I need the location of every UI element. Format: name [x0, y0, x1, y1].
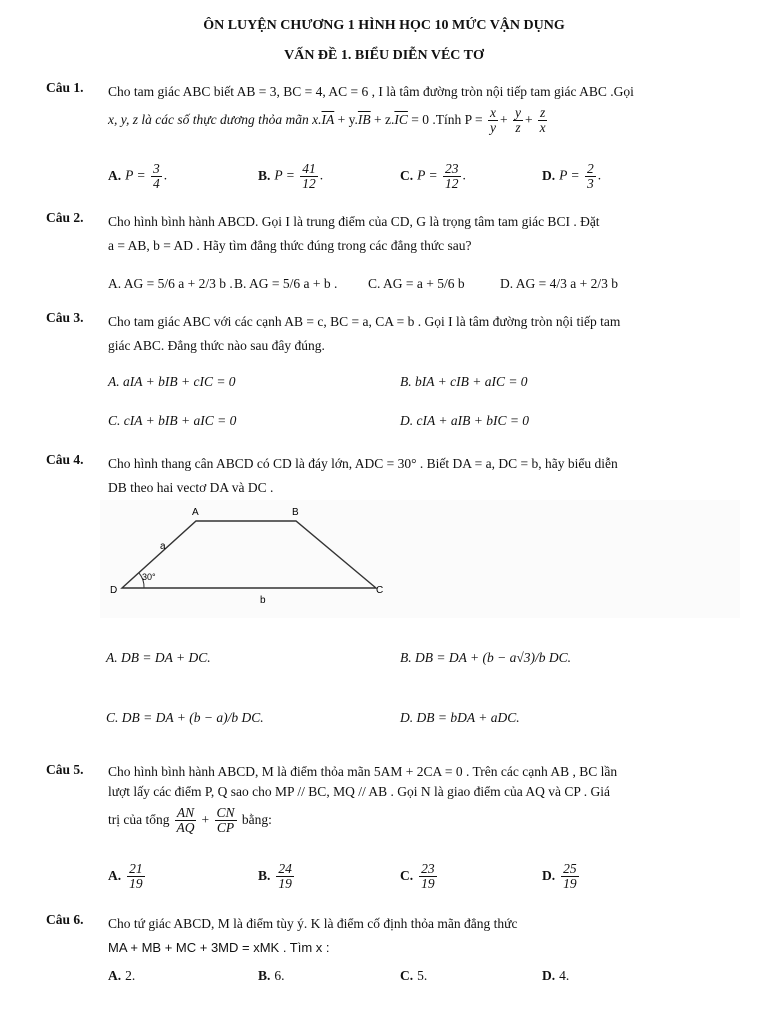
q5-text-b: bằng:: [241, 812, 272, 827]
vertex-d: D: [110, 585, 118, 596]
question-5-line-3: trị của tổng $\frac{AN}{AQ}$ + $\frac{CN}{CP}$ bằng:: [108, 805, 272, 836]
side-a-label: a: [160, 541, 166, 552]
q6-option-b[interactable]: B. 6.: [258, 968, 285, 983]
q4-option-a[interactable]: A. DB = DA + DC.: [106, 650, 211, 665]
vertex-a: A: [192, 507, 199, 518]
q5-frac-1: $\frac{AN}{AQ}$: [176, 805, 195, 836]
q6-option-c[interactable]: C. 5.: [400, 968, 428, 983]
vertex-c: C: [376, 585, 384, 596]
q1-frac-1: $\frac{x}{y}$: [490, 105, 496, 136]
question-4-line-2: DB theo hai vectơ DA và DC .: [108, 480, 274, 495]
q5-option-c[interactable]: C. $\frac{23}{19}$: [400, 861, 435, 891]
q2-option-a[interactable]: A. AG = 5/6 a + 2/3 b .: [108, 276, 233, 291]
question-2-label: Câu 2.: [46, 210, 84, 225]
question-5-line-1: Cho hình bình hành ABCD, M là điểm thỏa mãn 5AM + 2CA = 0 . Trên các cạnh AB , BC lần: [108, 764, 618, 779]
question-1-label: Câu 1.: [46, 80, 84, 95]
q1-option-c[interactable]: C. P = $\frac{23}{12}$ .: [400, 161, 466, 191]
q1-frac-2: $\frac{y}{z}$: [515, 105, 521, 136]
q6-option-d[interactable]: D. 4.: [542, 968, 570, 983]
question-1-line-2: x, y, z là các số thực dương thỏa mãn $x.\overline{IA} + y.\overline{IB} + z.\overline{IC} = 0$ .Tính P = $\frac{x}{y}$ + $\frac{y}{z}$ + $\frac{z}{x}$: [108, 105, 546, 136]
question-6-line-2: MA + MB + MC + 3MD = xMK . Tìm x :: [108, 940, 330, 955]
q3-option-a[interactable]: A. aIA + bIB + cIC = 0: [108, 374, 236, 389]
section-title: VẤN ĐỀ 1. BIỂU DIỄN VÉC TƠ: [284, 48, 484, 63]
question-4: [46, 452, 726, 500]
question-2: [46, 210, 726, 258]
trapezoid-diagram: [100, 500, 740, 618]
q1-vec-ia: $\overline{IA}$: [321, 112, 335, 127]
question-2-line-2: a = AB, b = AD . Hãy tìm đẳng thức đúng trong các đẳng thức sau?: [108, 238, 472, 253]
q3-option-b[interactable]: B. bIA + cIB + aIC = 0: [400, 374, 528, 389]
question-5-line-2: lượt lấy các điểm P, Q sao cho MP // BC, MQ // AB . Gọi N là giao điểm của AQ và CP . Giá: [108, 784, 611, 799]
q1-option-d[interactable]: D. P = $\frac{2}{3}$ .: [542, 161, 602, 191]
question-3: [46, 310, 726, 358]
q1-text-eq: = 0 .Tính P =: [407, 112, 483, 127]
trapezoid-shape: [122, 521, 376, 588]
q2-option-b[interactable]: B. AG = 5/6 a + b .: [234, 276, 338, 291]
question-3-label: Câu 3.: [46, 310, 84, 325]
q1-vec-ic: $\overline{IC}$: [394, 112, 408, 127]
angle-label: 30°: [142, 572, 156, 582]
trapezoid-figure: [100, 500, 740, 618]
question-3-line-1: Cho tam giác ABC với các cạnh AB = c, BC = a, CA = b . Gọi I là tâm đường tròn nội tiếp tam: [108, 314, 621, 329]
q4-option-b[interactable]: B. DB = DA + (b − a√3)/b DC.: [400, 650, 571, 665]
q5-option-a[interactable]: A. $\frac{21}{19}$: [108, 861, 143, 891]
q2-option-c[interactable]: C. AG = a + 5/6 b: [368, 276, 465, 291]
question-4-label: Câu 4.: [46, 452, 84, 467]
q6-option-a[interactable]: A. 2.: [108, 968, 136, 983]
q1-vec-ib: $\overline{IB}$: [357, 112, 371, 127]
q2-option-d[interactable]: D. AG = 4/3 a + 2/3 b: [500, 276, 618, 291]
q4-option-d[interactable]: D. DB = bDA + aDC.: [400, 710, 520, 725]
question-1-line-1: Cho tam giác ABC biết AB = 3, BC = 4, AC = 6 , I là tâm đường tròn nội tiếp tam giác ABC .Gọi: [108, 84, 634, 99]
q5-option-d[interactable]: D. $\frac{25}{19}$: [542, 861, 577, 891]
q5-option-b[interactable]: B. $\frac{24}{19}$: [258, 861, 292, 891]
q1-option-b[interactable]: B. P = $\frac{41}{12}$ .: [258, 161, 324, 191]
q5-frac-2: $\frac{CN}{CP}$: [216, 805, 235, 836]
question-3-line-2: giác ABC. Đẳng thức nào sau đây đúng.: [108, 338, 325, 353]
q3-option-c[interactable]: C. cIA + bIB + aIC = 0: [108, 413, 237, 428]
question-6: [46, 912, 726, 960]
vertex-b: B: [292, 507, 299, 518]
q3-option-d[interactable]: D. cIA + aIB + bIC = 0: [400, 413, 530, 428]
question-2-line-1: Cho hình bình hành ABCD. Gọi I là trung điểm của CD, G là trọng tâm tam giác BCI . Đặt: [108, 214, 600, 229]
question-5: [46, 762, 726, 838]
side-b-label: b: [260, 595, 266, 606]
page-title: ÔN LUYỆN CHƯƠNG 1 HÌNH HỌC 10 MỨC VẬN DỤNG: [203, 18, 565, 33]
question-6-label: Câu 6.: [46, 912, 84, 927]
q4-option-c[interactable]: C. DB = DA + (b − a)/b DC.: [106, 710, 264, 725]
question-5-label: Câu 5.: [46, 762, 84, 777]
q1-option-a[interactable]: A. P = $\frac{3}{4}$ .: [108, 161, 168, 191]
question-6-line-1: Cho tứ giác ABCD, M là điểm tùy ý. K là điểm cố định thỏa mãn đẳng thức: [108, 916, 518, 931]
q1-text-z: + z.: [370, 112, 395, 127]
question-4-line-1: Cho hình thang cân ABCD có CD là đáy lớn, ADC = 30° . Biết DA = a, DC = b, hãy biểu diễn: [108, 456, 618, 471]
q5-text-a: trị của tổng: [108, 812, 170, 827]
question-1: [46, 80, 726, 136]
q1-text-y: + y.: [334, 112, 358, 127]
q1-text-a: x, y, z là các số thực dương thỏa mãn x.: [108, 112, 322, 127]
q1-frac-3: $\frac{z}{x}$: [539, 105, 546, 136]
